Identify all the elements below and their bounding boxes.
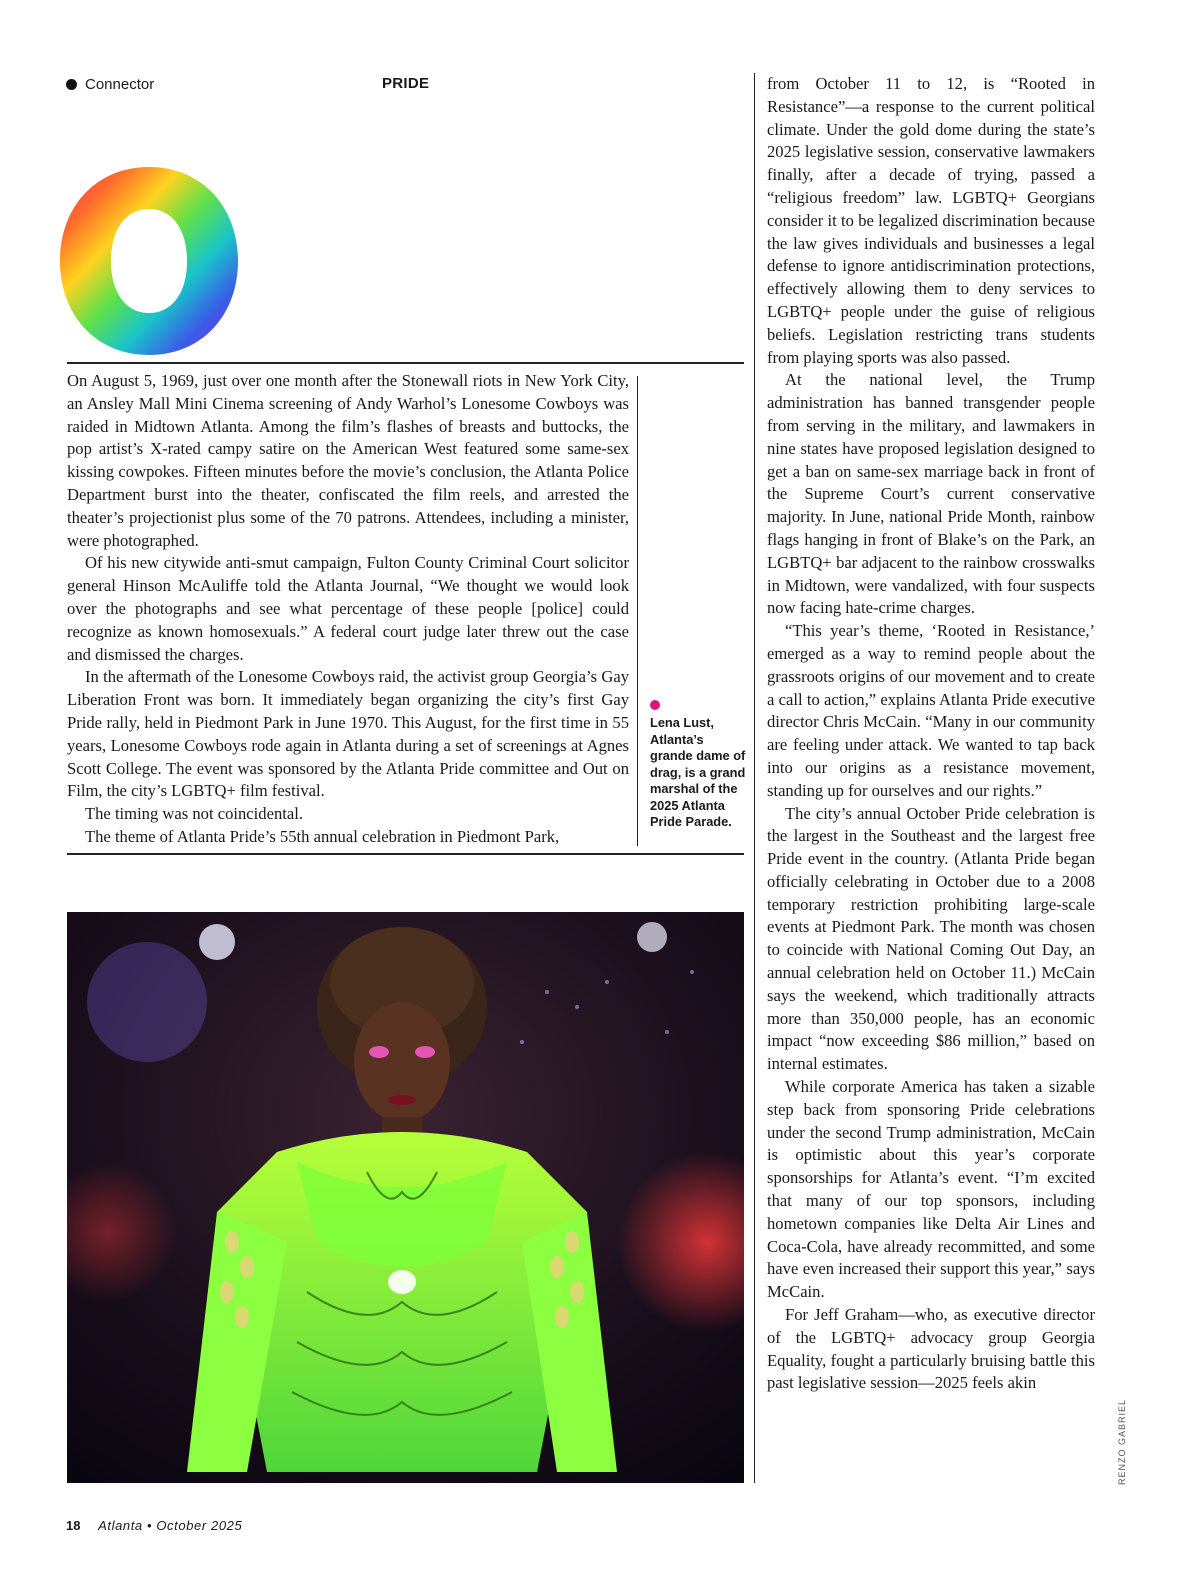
publication-name: Atlanta • October 2025 [98, 1518, 243, 1533]
right-column-divider [754, 73, 755, 1483]
bottom-rule [67, 853, 744, 855]
bullet-dot-icon [66, 79, 77, 90]
article-column-right [767, 73, 1095, 1395]
paragraph: The theme of Atlanta Pride’s 55th annual celebration in Piedmont Park, [85, 826, 560, 846]
drag-performer-photo [67, 912, 744, 1483]
paragraph: “This year’s theme, ‘Rooted in Resistance,’ emerged as a way to remind people about the grassroots origins of our movement and to create a call to action,” explains Atlanta Pride executive director Chris McCain. “Many in our community are feeling under attack. We wanted to tap back into our origins as a resistance movement, standing up for ourselves and our rights.” [767, 621, 1095, 800]
paragraph: The timing was not coincidental. [85, 804, 303, 824]
photo-credit: RENZO GABRIEL [1117, 1398, 1127, 1485]
section-label [66, 76, 154, 93]
column-divider [637, 376, 638, 846]
paragraph: In the aftermath of the Lonesome Cowboys raid, the activist group Georgia’s Gay Liberation Front was born. It immediately began organizing the city’s first Gay Pride rally, held in Piedmont Park in June 1970. This August, for the first time in 55 years, Lonesome Cowboys rode again in Atlanta during a set of screenings at Agnes Scott College. The event was sponsored by the Atlanta Pride committee and Out on Film, the city’s LGBTQ+ film festival. [67, 667, 629, 801]
caption-text: Lena Lust, Atlanta’s grande dame of drag, is a grand marshal of the 2025 Atlanta Pride Parade. [650, 715, 746, 829]
photo-illustration [67, 912, 744, 1483]
rainbow-dropcap-icon [56, 163, 242, 359]
paragraph: For Jeff Graham—who, as executive director of the LGBTQ+ advocacy group Georgia Equality, fought a particularly bruising battle this past legislative session—2025 feels akin [767, 1305, 1095, 1393]
paragraph: On August 5, 1969, just over one month after the Stonewall riots in New York City, an Ansley Mall Mini Cinema screening of Andy Warhol’s Lonesome Cowboys was raided in Midtown Atlanta. Among the film’s flashes of breasts and buttocks, the pop artist’s X-rated campy satire on the American West featured some same-sex kissing cowpokes. Fifteen minutes before the movie’s conclusion, the Atlanta Police Department burst into the theater, confiscated the film reels, and arrested the theater’s projectionist plus some of the 70 patrons. Attendees, including a minister, were photographed. [67, 371, 629, 550]
paragraph: At the national level, the Trump administration has banned transgender people from serving in the military, and lawmakers in nine states have proposed legislation designed to get a ban on same-sex marriage back in front of the Supreme Court’s current conservative majority. In June, national Pride Month, rainbow flags hanging in front of Blake’s on the Park, an LGBTQ+ bar adjacent to the rainbow crosswalks in Midtown, were vandalized, with four suspects now facing hate-crime charges. [767, 370, 1095, 618]
paragraph: The city’s annual October Pride celebration is the largest in the Southeast and the largest free Pride event in the country. (Atlanta Pride began officially celebrating in October due to a 2008 temporary restriction prohibiting large-scale events at Piedmont Park. The month was chosen to coincide with National Coming Out Day, an annual celebration held on October 11.) McCain says the weekend, which traditionally attracts more than 350,000 people, has an economic impact “now exceeding $86 million,” based on internal estimates. [767, 803, 1095, 1074]
category-label: PRIDE [382, 75, 430, 92]
page-number: 18 [66, 1518, 81, 1533]
top-rule [67, 362, 744, 364]
page-footer [66, 1518, 242, 1533]
paragraph: While corporate America has taken a sizable step back from sponsoring Pride celebrations under the second Trump administration, McCain is optimistic about this year’s corporate sponsorships for Atlanta’s event. “I’m excited that many of our top sponsors, including hometown companies like Delta Air Lines and Coca-Cola, have already recommitted, and some have even increased their support this year,” says McCain. [767, 1077, 1095, 1302]
section-label-text: Connector [85, 76, 155, 93]
paragraph: from October 11 to 12, is “Rooted in Resistance”—a response to the current political climate. Under the gold dome during the state’s 2025 legislative session, conservative lawmakers finally, after a decade of trying, passed a “religious freedom” law. LGBTQ+ Georgians consider it to be legalized discrimination because the law gives individuals and businesses a legal defense to ignore antidiscrimination protections, effectively allowing them to deny services to LGBTQ+ people under the guise of religious beliefs. Legislation restricting trans students from playing sports was also passed. [767, 74, 1095, 367]
article-column-left [67, 370, 629, 849]
paragraph: Of his new citywide anti-smut campaign, Fulton County Criminal Court solicitor general Hinson McAuliffe told the Atlanta Journal, “We thought we would look over the photographs and see what percentage of these people [police] could recognize as known homosexuals.” A federal court judge later threw out the case and dismissed the charges. [67, 553, 629, 664]
photo-caption [650, 700, 746, 831]
caption-dot-icon [650, 700, 660, 710]
